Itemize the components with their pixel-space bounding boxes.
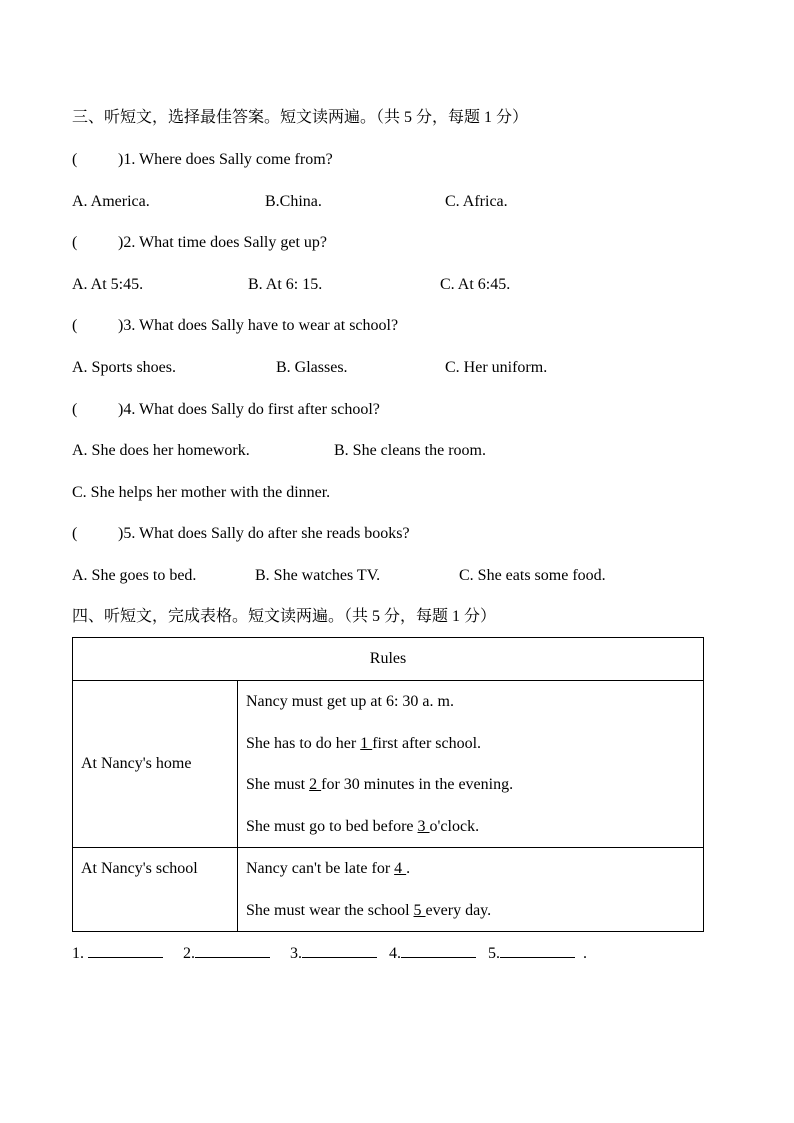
answer-blank-4[interactable] bbox=[401, 943, 476, 958]
home-rule-4 bbox=[238, 806, 703, 848]
question-1 bbox=[72, 150, 333, 170]
option-b: B. She cleans the room. bbox=[334, 442, 486, 459]
rule-text: o'clock. bbox=[429, 817, 480, 835]
school-label-text: At Nancy's school bbox=[81, 860, 198, 877]
rules-table bbox=[72, 637, 704, 932]
option-a: A. She does her homework. bbox=[72, 442, 250, 459]
option-a: A. America. bbox=[72, 193, 150, 210]
answer-label-5: 5. bbox=[488, 945, 500, 962]
answer-blanks bbox=[72, 943, 587, 964]
answer-paren[interactable]: ( bbox=[72, 234, 78, 251]
answer-blank-1[interactable] bbox=[88, 943, 163, 958]
answer-blank-5[interactable] bbox=[500, 943, 575, 958]
school-label bbox=[73, 848, 238, 932]
rule-text: She must bbox=[246, 776, 310, 793]
question-3 bbox=[72, 316, 398, 336]
rule-text: every day. bbox=[425, 901, 492, 919]
question-text: )2. What time does Sally get up? bbox=[118, 234, 327, 251]
option-b: B. At 6: 15. bbox=[248, 276, 323, 293]
answer-blank-2[interactable] bbox=[195, 943, 270, 958]
school-rule-1 bbox=[238, 848, 703, 890]
blank-3: 3 bbox=[417, 817, 430, 835]
answer-label-2: 2. bbox=[183, 945, 195, 962]
question-2 bbox=[72, 233, 327, 253]
home-rule-1: Nancy must get up at 6: 30 a. m. bbox=[246, 693, 454, 710]
question-text: )1. Where does Sally come from? bbox=[118, 151, 333, 168]
home-label: At Nancy's home bbox=[73, 681, 238, 848]
question-text: )4. What does Sally do first after school? bbox=[118, 401, 380, 418]
rule-text: She must go to bed before bbox=[246, 817, 418, 835]
option-a: A. She goes to bed. bbox=[72, 567, 197, 584]
rule-text: She has to do her bbox=[246, 734, 361, 752]
answer-blank-3[interactable] bbox=[302, 943, 377, 958]
question-4 bbox=[72, 400, 380, 420]
school-rule-2 bbox=[238, 890, 703, 932]
option-a: A. Sports shoes. bbox=[72, 359, 177, 376]
blank-2: 2 bbox=[309, 776, 322, 793]
option-c: C. She helps her mother with the dinner. bbox=[72, 484, 331, 501]
option-b: B.China. bbox=[265, 193, 322, 210]
option-a: A. At 5:45. bbox=[72, 276, 144, 293]
section4-heading: 四、听短文，完成表格。短文读两遍。（共 5 分，每题 1 分） bbox=[72, 608, 497, 625]
option-b: B. She watches TV. bbox=[255, 567, 381, 584]
rule-text: first after school. bbox=[372, 734, 482, 752]
option-b: B. Glasses. bbox=[276, 359, 348, 376]
answers-end: . bbox=[583, 945, 587, 962]
option-c: C. Africa. bbox=[445, 193, 508, 210]
question-text: )3. What does Sally have to wear at school? bbox=[118, 317, 399, 334]
school-rules bbox=[238, 848, 704, 932]
table-title: Rules bbox=[73, 638, 704, 681]
blank-4: 4 bbox=[394, 860, 407, 877]
rule-text: She must wear the school bbox=[246, 901, 414, 919]
question-5 bbox=[72, 524, 410, 544]
answer-label-4: 4. bbox=[389, 945, 401, 962]
section3-heading: 三、听短文，选择最佳答案。短文读两遍。（共 5 分，每题 1 分） bbox=[72, 109, 529, 126]
answer-label-3: 3. bbox=[290, 945, 302, 962]
question-text: )5. What does Sally do after she reads books? bbox=[118, 525, 410, 542]
option-c: C. At 6:45. bbox=[440, 276, 511, 293]
home-rule-3 bbox=[238, 764, 703, 806]
answer-label-1: 1. bbox=[72, 945, 84, 962]
home-rule-2 bbox=[238, 723, 703, 765]
home-rules bbox=[238, 681, 704, 848]
rule-text: Nancy can't be late for bbox=[246, 860, 395, 877]
answer-paren[interactable]: ( bbox=[72, 151, 78, 168]
answer-paren[interactable]: ( bbox=[72, 525, 78, 542]
answer-paren[interactable]: ( bbox=[72, 401, 78, 418]
rule-text: . bbox=[406, 860, 411, 877]
blank-5: 5 bbox=[413, 901, 426, 919]
answer-paren[interactable]: ( bbox=[72, 317, 78, 334]
option-c: C. Her uniform. bbox=[445, 359, 548, 376]
blank-1: 1 bbox=[360, 734, 373, 752]
rule-text: for 30 minutes in the evening. bbox=[321, 776, 514, 793]
option-c: C. She eats some food. bbox=[459, 567, 606, 584]
